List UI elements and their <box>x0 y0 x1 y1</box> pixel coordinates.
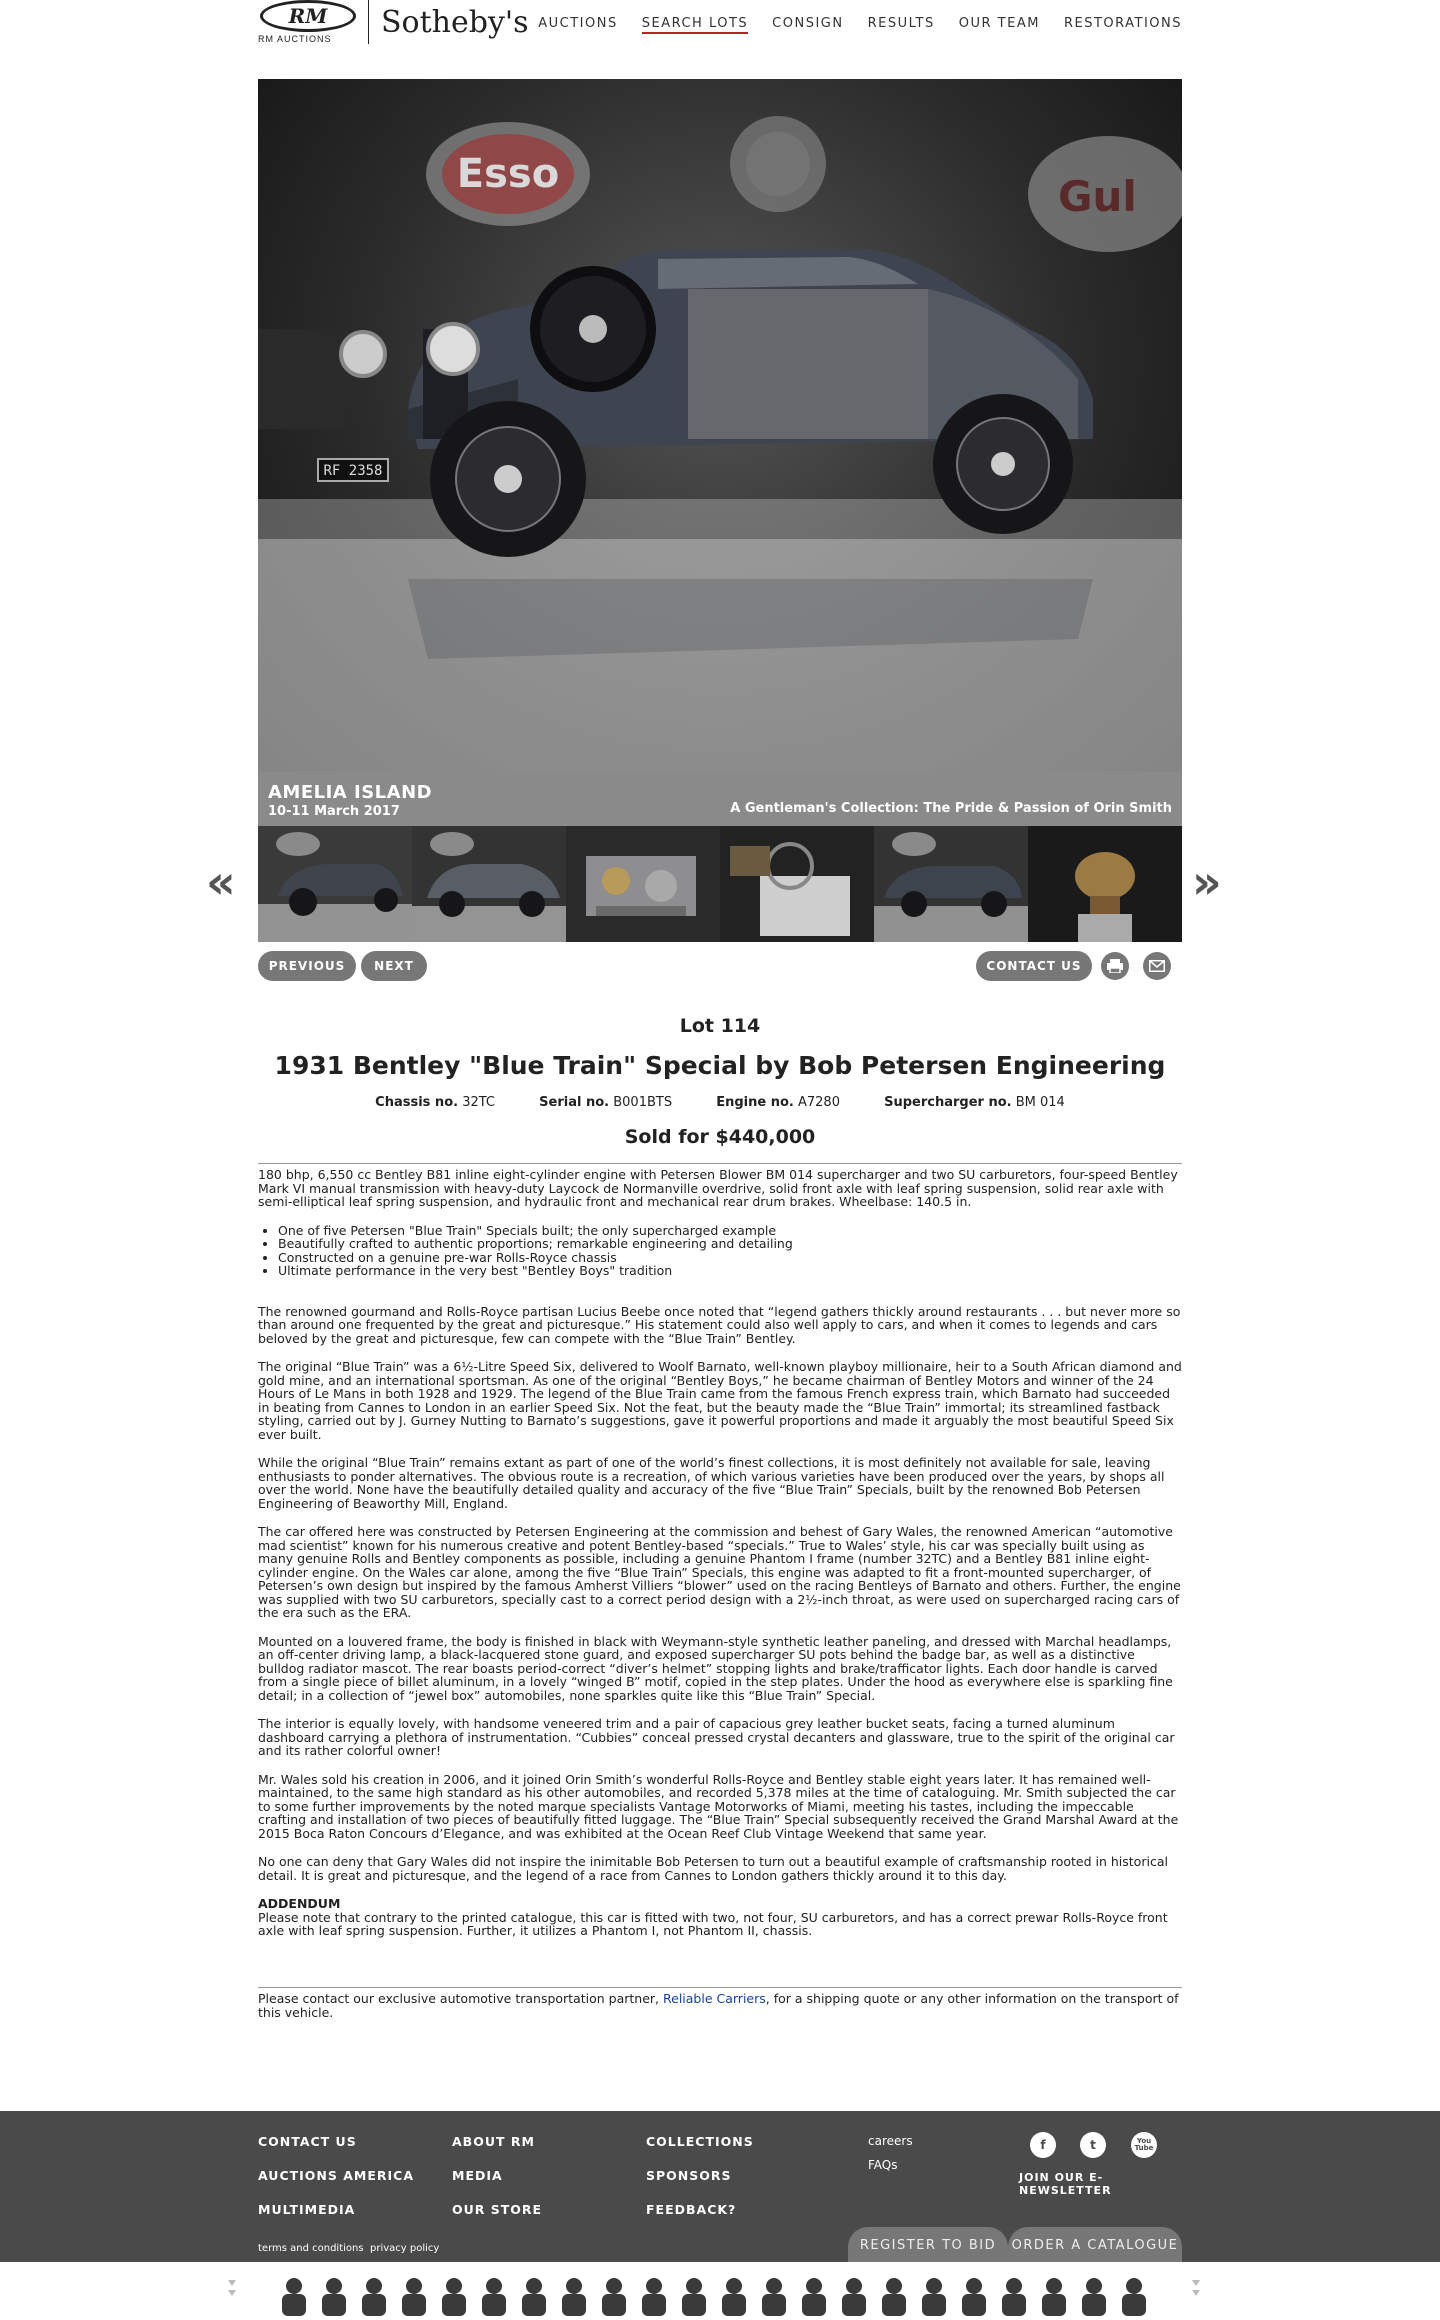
hero-caption <box>258 772 1182 826</box>
email-icon[interactable] <box>1143 952 1171 980</box>
auction-dates: 10-11 March 2017 <box>268 804 400 819</box>
thumbnail-radiator-mascot[interactable] <box>1028 826 1182 942</box>
nav-search-lots[interactable]: SEARCH LOTS <box>642 16 748 34</box>
sothebys-logo[interactable]: Sotheby's <box>381 4 529 40</box>
thumbnail-car-front-left[interactable] <box>258 826 412 942</box>
chassis-label: Chassis no. <box>375 1095 459 1110</box>
nav-results[interactable]: RESULTS <box>867 16 935 31</box>
nav-our-team[interactable]: OUR TEAM <box>958 16 1040 31</box>
footer-faqs[interactable]: FAQs <box>868 2158 898 2172</box>
team-photo-strip <box>0 2262 1440 2316</box>
description-paragraph: The interior is equally lovely, with handsome veneered trim and a pair of capacious grey leather bucket seats, facing a turned aluminum dashboard carrying a plethora of instrumentation. “Cubbies” conceal pressed crystal decanters and glassware, true to the spirit of the original car and its rather colorful owner! <box>258 1716 1175 1758</box>
lot-description <box>258 1168 1182 1953</box>
footer-our-store[interactable]: OUR STORE <box>452 2202 543 2217</box>
chassis-value: 32TC <box>462 1095 496 1110</box>
thumbnails-next-arrow[interactable]: » <box>1192 855 1222 909</box>
youtube-icon[interactable]: You Tube <box>1131 2132 1157 2158</box>
sold-price: Sold for $440,000 <box>624 1126 816 1148</box>
divider <box>258 1163 1182 1164</box>
highlight-item: • Ultimate performance in the very best "Bentley Boys" tradition <box>278 1264 1182 1278</box>
rm-auctions-logo[interactable] <box>258 0 358 44</box>
order-catalogue-button[interactable]: ORDER A CATALOGUE <box>1008 2227 1182 2263</box>
nav-restorations[interactable]: RESTORATIONS <box>1063 16 1182 31</box>
hero-image[interactable] <box>258 79 1182 772</box>
footer-about-rm[interactable]: ABOUT RM <box>452 2134 535 2149</box>
addendum-heading: ADDENDUM <box>258 1896 341 1911</box>
footer-auctions-america[interactable]: AUCTIONS AMERICA <box>258 2168 415 2183</box>
supercharger-label: Supercharger no. <box>884 1095 1012 1110</box>
addendum-text: Please note that contrary to the printed catalogue, this car is fitted with two, not four, SU carburetors, and has a correct prewar Rolls-Royce front axle with leaf spring suspension. Further, it utilizes a Phantom I, not Phantom II, chassis. <box>258 1909 1168 1938</box>
thumbnail-car-side[interactable] <box>874 826 1028 942</box>
lot-summary: 180 bhp, 6,550 cc Bentley B81 inline eight-cylinder engine with Petersen Blower BM 014 supercharger and two SU carburetors, four-speed Bentley Mark VI manual transmission with heavy-duty Laycock de Normanville overdrive, solid front axle with leaf spring suspension, solid rear axle with semi-elliptical leaf spring suspension, and hydraulic front and mechanical rear drum brakes. Wheelbase: 140.5 in. <box>258 1167 1178 1209</box>
engine-label: Engine no. <box>716 1095 794 1110</box>
contact-us-button[interactable]: CONTACT US <box>976 951 1092 981</box>
next-button[interactable]: NEXT <box>361 951 427 981</box>
description-paragraph: The renowned gourmand and Rolls-Royce partisan Lucius Beebe once noted that “legend gathers thickly around restaurants . . . but never more so than around one frequented by the great and picturesque.” His statement could also well apply to cars, and when it comes to legends and cars beloved by the great and picturesque, few can compete with the “Blue Train” Bentley. <box>258 1303 1181 1346</box>
footer-collections[interactable]: COLLECTIONS <box>646 2134 754 2149</box>
highlight-item: • Constructed on a genuine pre-war Rolls-Royce chassis <box>278 1251 1182 1265</box>
privacy-link[interactable]: privacy policy <box>370 2243 440 2254</box>
lot-specs <box>258 1095 1182 1110</box>
facebook-icon[interactable]: f <box>1030 2132 1056 2158</box>
site-header <box>258 0 1182 48</box>
rm-logo-mark: RM <box>260 0 356 32</box>
nav-auctions[interactable]: AUCTIONS <box>538 16 618 31</box>
thumbnail-interior[interactable] <box>720 826 874 942</box>
footer-careers[interactable]: careers <box>868 2134 913 2148</box>
license-plate: RF 2358 <box>323 463 383 479</box>
thumbnail-car-rear-left[interactable] <box>412 826 566 942</box>
car-photo <box>258 79 1182 772</box>
logo[interactable] <box>258 0 529 44</box>
collection-name[interactable]: A Gentleman's Collection: The Pride & Passion of Orin Smith <box>730 801 1172 816</box>
highlights-list <box>258 1224 1182 1278</box>
highlight-item: • One of five Petersen "Blue Train" Specials built; the only supercharged example <box>278 1224 1182 1238</box>
main-nav <box>538 16 1182 34</box>
lot-actions <box>258 951 1182 983</box>
thumbnail-strip <box>258 826 1182 942</box>
description-paragraph: No one can deny that Gary Wales did not inspire the inimitable Bob Petersen to turn out a beautiful example of craftsmanship rooted in historical detail. It is great and picturesque, and the legend of a race from Cannes to London gathers thickly around it to this day. <box>258 1854 1168 1883</box>
description-paragraph: The original “Blue Train” was a 6½-Litre Speed Six, delivered to Woolf Barnato, well-known playboy millionaire, heir to a South African diamond and gold mine, and an international sportsman. As one of the original “Bentley Boys,” he became chairman of Bentley Motors and winner of the 24 Hours of Le Mans in both 1928 and 1929. The legend of the Blue Train came from the famous French express train, which Barnato had succeeded in beating from Cannes to London in an earlier Speed Six. Not the feat, but the beauty made the “Blue Train” immortal; its streamlined fastback styling, carried out by J. Gurney Nutting to Barnato’s suggestions, gave it powerful proportions and made it arguably the most beautiful Speed Six ever built. <box>258 1359 1182 1442</box>
description-paragraph: Mounted on a louvered frame, the body is finished in black with Weymann-style synthetic leather paneling, and dressed with Marchal headlamps, an off-center driving lamp, a black-lacquered stone guard, and exposed supercharger SU pots behind the badge bar, as well as a distinctive bulldog radiator mascot. The rear boasts period-correct “diver’s helmet” stopping lights and brake/trafficator lights. Each door handle is carved from a single piece of billet aluminum, in a lovely “winged B” motif, copied in the step plates. Under the hood as everywhere else is sparkling fine detail; in a collection of “jewel box” automobiles, none sparkles quite like this “Blue Train” Special. <box>258 1633 1173 1703</box>
logo-divider <box>368 0 369 44</box>
divider <box>258 1987 1182 1988</box>
rm-logo-subtitle: RM AUCTIONS <box>258 34 332 44</box>
footer-contact-us[interactable]: CONTACT US <box>258 2134 357 2149</box>
twitter-icon[interactable]: t <box>1080 2132 1106 2158</box>
shipping-text: Please contact our exclusive automotive transportation partner, <box>258 1991 663 2006</box>
shipping-text-end: , for a shipping quote or any other information on the transport of this vehicle. <box>258 1991 1179 2020</box>
supercharger-value: BM 014 <box>1015 1095 1065 1110</box>
description-paragraph: The car offered here was constructed by Petersen Engineering at the commission and behest of Gary Wales, the renowned American “automotive mad scientist” known for his numerous creative and potent Bentley-based “specials.” True to Wales’ style, his car was specially built using as many genuine Rolls and Bentley components as possible, including a genuine Phantom I frame (number 32TC) and a Bentley B81 inline eight-cylinder engine. On the Wales car alone, among the five “Blue Train” Specials, this engine was adapted to fit a front-mounted supercharger, of Petersen’s own design but inspired by the famous Amherst Villiers “blower” used on the racing Bentleys of Barnato and others. Further, the engine was supplied with two SU carburetors, specially cast to a correct period design with a 2½-inch throat, as were used on supercharged racing cars of the era such as the ERA. <box>258 1524 1181 1620</box>
lot-number: Lot 114 <box>679 1015 761 1037</box>
engine-value: A7280 <box>797 1095 840 1110</box>
esso-sign: Esso <box>456 151 560 197</box>
thumbnail-engine-bay[interactable] <box>566 826 720 942</box>
team-photos <box>0 2262 1440 2316</box>
footer-multimedia[interactable]: MULTIMEDIA <box>258 2202 356 2217</box>
highlight-item: • Beautifully crafted to authentic proportions; remarkable engineering and detailing <box>278 1237 1182 1251</box>
nav-consign[interactable]: CONSIGN <box>772 16 844 31</box>
print-icon[interactable] <box>1101 952 1129 980</box>
description-paragraph: While the original “Blue Train” remains extant as part of one of the world’s finest collections, it is most definitely not available for sale, leaving enthusiasts to ponder alternatives. The obvious route is a recreation, of which various varieties have been produced over the years, by shops all over the world. None have the beautifully detailed quality and accuracy of the five “Blue Train” Specials, built by the renowned Bob Petersen Engineering of Beaworthy Mill, England. <box>258 1455 1165 1511</box>
footer-media[interactable]: MEDIA <box>452 2168 503 2183</box>
reliable-carriers-link[interactable]: Reliable Carriers <box>663 1991 766 2006</box>
thumbnails-prev-arrow[interactable]: « <box>206 855 236 909</box>
serial-label: Serial no. <box>539 1095 610 1110</box>
footer-feedback[interactable]: FEEDBACK? <box>646 2202 737 2217</box>
serial-value: B001BTS <box>613 1095 673 1110</box>
terms-link[interactable]: terms and conditions <box>258 2243 364 2254</box>
description-paragraph: Mr. Wales sold his creation in 2006, and it joined Orin Smith’s wonderful Rolls-Royce and Bentley stable eight years later. It has remained well-maintained, to the same high standard as his other automobiles, and recorded 5,378 miles at the time of cataloguing. Mr. Smith subjected the car to some further improvements by the noted marque specialists Vantage Motorworks of Miami, meeting his tastes, including the impeccable crafting and installation of two pieces of beautifully fitted luggage. The “Blue Train” Special subsequently received the Grand Marshal Award at the 2015 Boca Raton Concours d’Elegance, and was exhibited at the Ocean Reef Club Vintage Weekend that same year. <box>258 1771 1179 1841</box>
register-to-bid-button[interactable]: REGISTER TO BID <box>848 2227 1008 2263</box>
previous-button[interactable]: PREVIOUS <box>258 951 356 981</box>
lot-title: 1931 Bentley "Blue Train" Special by Bob Petersen Engineering <box>274 1051 1166 1080</box>
newsletter-link[interactable]: JOIN OUR E-NEWSLETTER <box>1019 2171 1112 2197</box>
footer-sponsors[interactable]: SPONSORS <box>646 2168 732 2183</box>
gulf-sign: Gul <box>1058 172 1137 221</box>
auction-location[interactable]: AMELIA ISLAND <box>268 782 433 803</box>
shipping-note <box>258 1992 1182 2019</box>
